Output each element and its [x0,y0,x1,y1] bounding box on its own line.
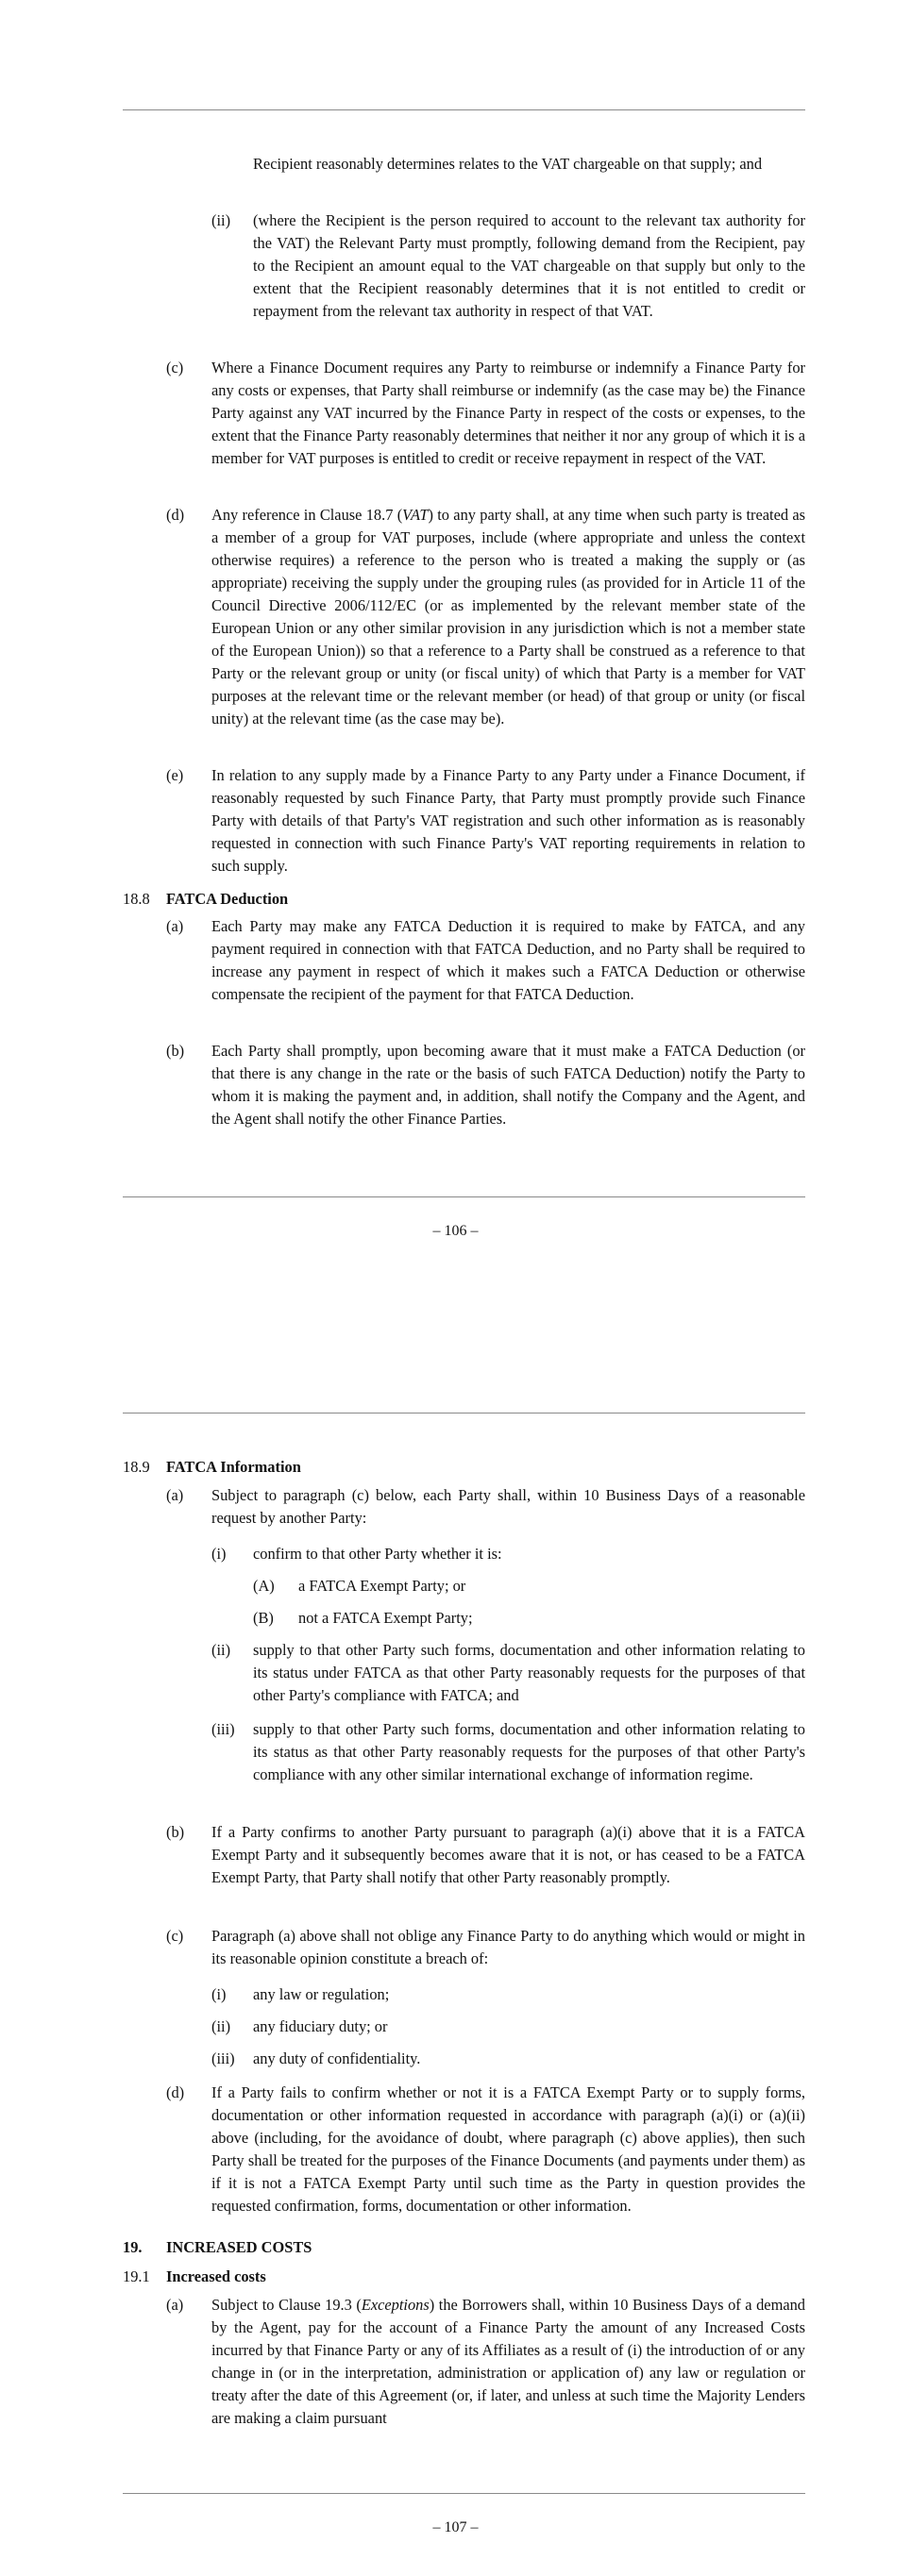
section-heading: Increased costs [166,2267,266,2285]
paragraph-18-9-c-i: any law or regulation; [253,1985,390,2003]
clause-reference-vat: VAT [402,506,429,524]
section-number: 19.1 [123,2267,150,2285]
paragraph-e: In relation to any supply made by a Finance Party to any Party under a Finance Document, if reasonably requested by such Finance Party, that Party must promptly provide such Finance Party with details of that Party's VAT registration and such other information as is reasonably requested in connection with such Finance Party's VAT reporting requirements in relation to such supply. [211,766,805,875]
paragraph-18-9-a-iii: supply to that other Party such forms, documentation and other information relating to its status as that other Party reasonably requests for the purposes of that other Party's compliance with any other similar international exchange of information regime. [253,1720,805,1783]
paragraph-d-text-2: ) to any party shall, at any time when such party is treated as a member of a group for VAT purposes, include (where appropriate and unless the context otherwise requires) a reference to the person who is treated a making the supply or (as appropriate) receiving the supply under the grouping rules (as provided for in Article 11 of the Council Directive 2006/112/EC (or as implemented by the relevant member state of the European Union or any other similar provision in any jurisdiction which is not a member state of the European Union)) so that a reference to a Party shall be construed as a reference to that Party or the relevant group or unity (or fiscal unity) of which that Party is a member for VAT purposes at the relevant time or the relevant member (or head) of that group or unity (or fiscal unity) at the relevant time (as the case may be). [211,506,805,728]
paragraph-18-9-c: Paragraph (a) above shall not oblige any Finance Party to do anything which would or might in its reasonable opinion constitute a breach of: [211,1927,805,1967]
paragraph-18-9-a-i: confirm to that other Party whether it is: [253,1545,502,1563]
item-label: (a) [166,917,184,935]
item-label: (e) [166,766,184,784]
paragraph-18-9-b: If a Party confirms to another Party pursuant to paragraph (a)(i) above that it is a FATCA Exempt Party and it subsequently becomes aware that it is not, or has ceased to be a FATCA Exempt Party, that Party shall notify that other Party reasonably promptly. [211,1823,805,1886]
page-top-rule [123,109,805,110]
item-label: (b) [166,1823,185,1841]
item-label: (iii) [211,2049,235,2067]
clause-reference-exceptions: Exceptions [361,2296,430,2314]
item-label: (a) [166,1486,184,1504]
page-number: – 106 – [432,1223,479,1239]
paragraph-b-ii: (where the Recipient is the person required to account to the relevant tax authority for the VAT) the Relevant Party must promptly, following demand from the Recipient, pay to the Recipient an amount equal to the VAT chargeable on that supply but only to the extent that the Recipient reasonably determines that it is not entitled to credit or repayment from the relevant tax authority in respect of that VAT. [253,211,805,320]
paragraph-19-1-a [211,2294,805,2430]
paragraph-b-i-continuation: Recipient reasonably determines relates to the VAT chargeable on that supply; and [253,155,763,173]
paragraph-18-9-a-ii: supply to that other Party such forms, documentation and other information relating to its status under FATCA as that other Party reasonably requests for the purposes of that other Party's compliance with FATCA; and [253,1641,805,1704]
item-label: (d) [166,2083,185,2101]
item-label: (c) [166,1927,184,1945]
clause-number: 19. [123,2238,143,2256]
item-label: (ii) [211,211,231,229]
paragraph-18-8-b: Each Party shall promptly, upon becoming aware that it must make a FATCA Deduction (or that there is any change in the rate or the basis of such FATCA Deduction) notify the Party to whom it is making the payment and, in addition, shall notify the Company and the Agent, and the Agent shall notify the other Finance Parties. [211,1042,805,1128]
paragraph-d [211,504,805,730]
section-number: 18.9 [123,1458,150,1476]
item-label: (A) [253,1577,275,1595]
paragraph-d-text-1: Any reference in Clause 18.7 ( [211,506,403,524]
clause-heading: INCREASED COSTS [166,2238,312,2256]
page-footer-rule [123,2493,805,2494]
paragraph-18-9-c-ii: any fiduciary duty; or [253,2017,388,2035]
paragraph-18-9-d: If a Party fails to confirm whether or not it is a FATCA Exempt Party or to supply forms, documentation or other information requested in accordance with paragraph (a)(i) or (a)(ii) above (including, for the avoidance of doubt, where paragraph (c) above applies), then such Party shall be treated for the purposes of the Finance Documents (and payments under them) as if it is not a FATCA Exempt Party until such time as the Party in question provides the requested confirmation, forms, documentation or other information. [211,2083,805,2215]
item-label: (d) [166,506,185,524]
paragraph-18-9-a: Subject to paragraph (c) below, each Party shall, within 10 Business Days of a reasonable request by another Party: [211,1486,805,1527]
section-heading: FATCA Information [166,1458,301,1476]
item-label: (i) [211,1545,227,1563]
item-label: (i) [211,1985,227,2003]
item-label: (ii) [211,2017,231,2035]
item-label: (b) [166,1042,185,1060]
section-heading: FATCA Deduction [166,890,289,908]
item-label: (c) [166,359,184,376]
paragraph-19-1-a-text-2: ) the Borrowers shall, within 10 Business Days of a demand by the Agent, pay for the account of a Finance Party the amount of any Increased Costs incurred by that Finance Party or any of its Affiliates as a result of (i) the introduction of or any change in (or in the interpretation, administration or application of) any law or regulation or treaty after the date of this Agreement (or, if later, and unless at such time the Majority Lenders are making a claim pursuant [211,2296,805,2427]
paragraph-18-8-a: Each Party may make any FATCA Deduction it is required to make by FATCA, and any payment required in connection with that FATCA Deduction, and no Party shall be required to increase any payment in respect of which it makes such a FATCA Deduction or otherwise compensate the recipient of the payment for that FATCA Deduction. [211,917,805,1003]
section-number: 18.8 [123,890,150,908]
page-number: – 107 – [432,2519,479,2535]
paragraph-19-1-a-text-1: Subject to Clause 19.3 ( [211,2296,362,2314]
item-label: (iii) [211,1720,235,1738]
paragraph-18-9-a-i-B: not a FATCA Exempt Party; [298,1609,473,1627]
item-label: (B) [253,1609,274,1627]
item-label: (ii) [211,1641,231,1659]
paragraph-c: Where a Finance Document requires any Party to reimburse or indemnify a Finance Party for any costs or expenses, that Party shall reimburse or indemnify (as the case may be) the Finance Party against any VAT incurred by the Finance Party in respect of the costs or expenses, to the extent that the Finance Party reasonably determines that neither it nor any group of which it is a member for VAT purposes is entitled to credit or receive repayment in respect of the VAT. [211,359,805,467]
page-footer-rule [123,1196,805,1197]
paragraph-18-9-c-iii: any duty of confidentiality. [253,2049,421,2067]
paragraph-18-9-a-i-A: a FATCA Exempt Party; or [298,1577,466,1595]
item-label: (a) [166,2296,184,2314]
